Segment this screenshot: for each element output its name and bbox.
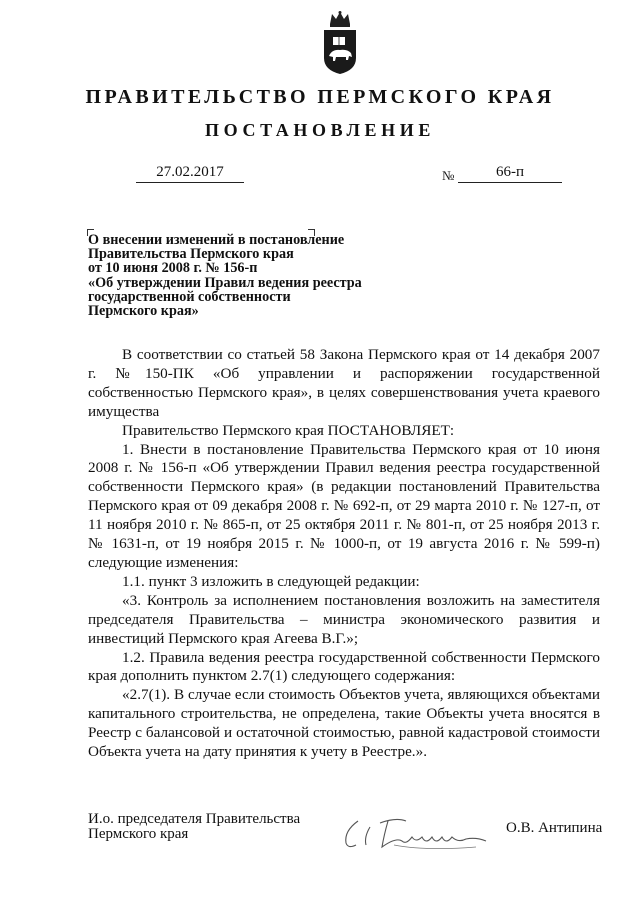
signatory-name: О.В. Антипина — [506, 820, 603, 836]
body-paragraph: 1.2. Правила ведения реестра государственной собственности Пермского края дополнить пунктом 2.7(1) следующего содержания: — [88, 648, 600, 685]
document-subject — [88, 233, 362, 318]
number-sign: № — [442, 168, 455, 183]
body-paragraph: 1.1. пункт 3 изложить в следующей редакции: — [122, 572, 420, 590]
signatory-position-line: И.о. председателя Правительства — [88, 811, 301, 827]
signatory-position-line: Пермского края — [88, 826, 189, 842]
document-type: ПОСТАНОВЛЕНИЕ — [205, 120, 435, 140]
body-paragraph: В соответствии со статьей 58 Закона Пермского края от 14 декабря 2007 г. №150-ПК «Об управлении и распоряжении государственной собственностью Пермского края», в целях совершенствования учета краевого имущества — [88, 346, 600, 420]
organization-title: ПРАВИТЕЛЬСТВО ПЕРМСКОГО КРАЯ — [85, 86, 555, 108]
subject-line: О внесении изменений в постановление — [88, 232, 345, 248]
document-date: 27.02.2017 — [136, 164, 244, 183]
body-paragraph: Правительство Пермского края ПОСТАНОВЛЯЕТ: — [122, 421, 455, 439]
handwritten-signature — [336, 815, 496, 855]
body-paragraph: «2.7(1). В случае если стоимость Объектов учета, являющихся объектами капитального строительства, не определена, такие Объекты учета вносятся в Реестр с балансовой и остаточной стоимостью, равной кадастровой стоимости Объекта учета на дату принятия к учету в Реестре.». — [88, 686, 600, 761]
body-paragraph: «3. Контроль за исполнением постановления возложить на заместителя председателя Правительства – министра экономического развития и инвестиций Пермского края Агеева В.Г.»; — [88, 591, 600, 647]
body-paragraph: 1. Внести в постановление Правительства Пермского края от 10 июня 2008 г. № 156-п «Об утверждении Правил ведения реестра государственной собственности Пермского края» (в редакции постановлений Правительства Пермского края от 09 декабря 2008 г. № 692-п, от 29 марта 2010 г. № 127-п, от 11 ноября 2010 г. № 865-п, от 25 октября 2011 г. № 801-п, от 25 ноября 2013 г. № 1631-п, от 19 ноября 2015 г. № 1000-п, от 19 августа 2016 г. № 599-п) следующие изменения: — [88, 440, 600, 571]
subject-line: государственной собственности — [88, 288, 291, 305]
subject-line: «Об утверждении Правил ведения реестра — [88, 274, 362, 291]
coat-of-arms-icon — [318, 10, 362, 76]
document-number: 66-п — [458, 164, 562, 183]
subject-line: Пермского края» — [88, 303, 199, 320]
document-body — [88, 346, 600, 762]
signatory-position — [88, 812, 300, 842]
subject-line: от 10 июня 2008 г. № 156-п — [88, 260, 258, 277]
subject-line: Правительства Пермского края — [88, 246, 294, 263]
